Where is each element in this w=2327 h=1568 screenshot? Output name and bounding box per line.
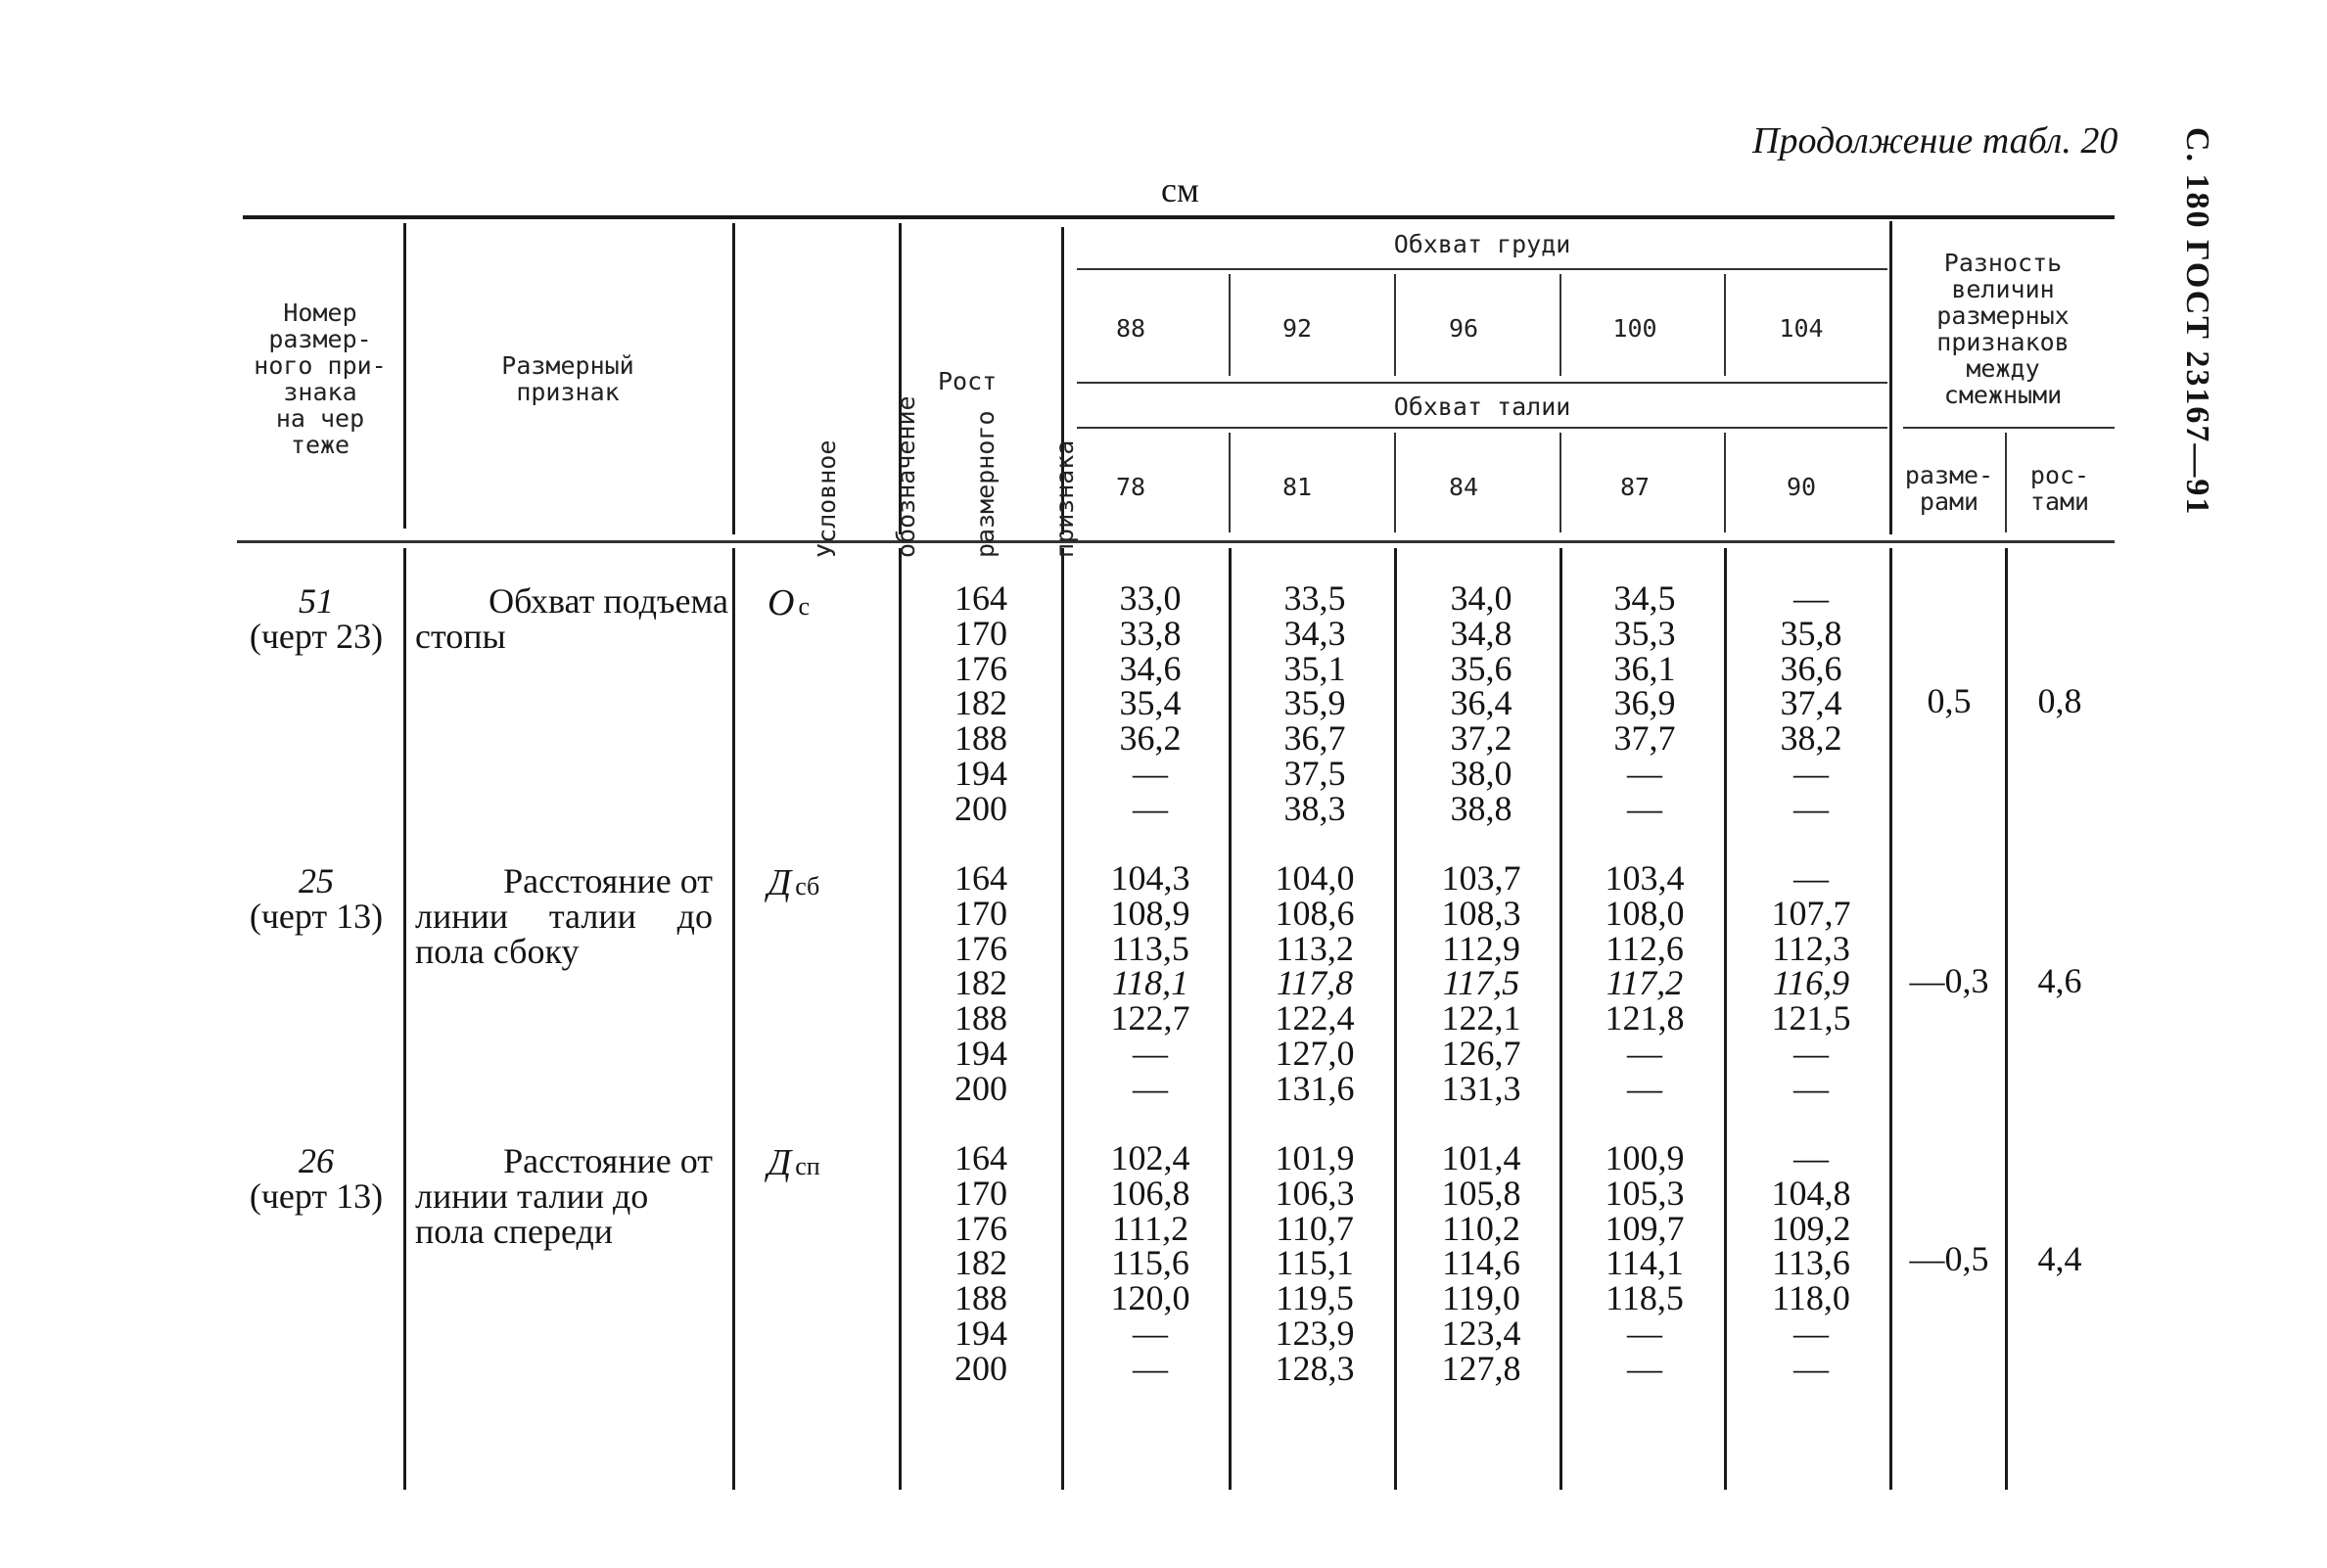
header-sub-divider-3 [1559,274,1561,376]
header-number: Номер размер- ного при- знака на чер теже [254,299,387,459]
body-divider-4 [1061,548,1064,1490]
waist-group-rule-top [1077,382,1887,384]
unit-label: см [1161,170,1199,209]
drawing-reference: (черт 23) [249,617,384,656]
waist-value: 87 [1619,473,1651,501]
values-chest-100: 100,9 105,3 109,7 114,1 118,5 — — [1605,1138,1685,1388]
height-values: 164 170 176 182 188 194 200 [954,858,1007,1108]
body-divider-8 [1724,548,1727,1490]
feature-symbol: Д сп [768,1142,820,1183]
chest-value: 88 [1115,314,1146,343]
feature-number: 51 [299,581,334,621]
table-caption: Продолжение табл. 20 [1752,120,2118,161]
header-diff-sizes: разме- рами [1904,461,1994,516]
values-chest-104: — 35,8 36,6 37,4 38,2 — — [1780,578,1842,828]
values-chest-92: 33,5 34,3 35,1 35,9 36,7 37,5 38,3 [1283,578,1346,828]
header-sub-divider-7 [1559,433,1561,532]
diff-between-heights: 4,4 [2037,1239,2082,1278]
header-divider-1 [403,223,406,529]
header-waist-group: Обхват талии [1393,392,1571,421]
body-divider-7 [1559,548,1562,1490]
waist-value: 90 [1786,473,1817,501]
values-chest-100: 103,4 108,0 112,6 117,2 121,8 — — [1605,858,1685,1108]
drawing-reference: (черт 13) [249,1176,384,1216]
header-chest-group: Обхват груди [1393,230,1571,258]
waist-value: 84 [1448,473,1479,501]
header-sub-divider-2 [1394,274,1396,376]
header-sub-divider-5 [1229,433,1231,532]
header-divider-5 [1889,221,1892,534]
header-sub-divider-1 [1229,274,1231,376]
header-sub-divider-8 [1724,433,1726,532]
header-sub-divider-6 [1394,433,1396,532]
header-divider-2 [732,223,735,534]
feature-name: Расстояние от линии талии до пола спереди [415,1141,713,1251]
height-values: 164 170 176 182 188 194 200 [954,578,1007,828]
body-divider-10 [2005,548,2008,1490]
body-divider-9 [1889,548,1892,1490]
chest-value: 96 [1448,314,1479,343]
waist-value: 78 [1115,473,1146,501]
header-sub-divider-9 [2005,433,2007,532]
header-feature: Размерный признак [501,351,634,406]
header-diff-group: Разность величин размерных признаков между смежными [1936,249,2070,409]
diff-between-sizes: —0,3 [1909,961,1989,1000]
values-chest-104: — 104,8 109,2 113,6 118,0 — — [1771,1138,1851,1388]
values-chest-100: 34,5 35,3 36,1 36,9 37,7 — — [1613,578,1676,828]
height-values: 164 170 176 182 188 194 200 [954,1138,1007,1388]
body-divider-5 [1229,548,1232,1490]
header-symbol: Условное обозначение размерного признака [813,395,1079,558]
table-top-rule [243,215,2115,219]
diff-group-rule [1903,427,2115,429]
waist-group-rule-bottom [1077,427,1887,429]
chest-value: 92 [1281,314,1313,343]
chest-value: 104 [1779,314,1824,343]
feature-name: Расстояние от линии талии до пола сбоку [415,861,713,971]
body-divider-1 [403,548,406,1490]
values-chest-96: 34,0 34,8 35,6 36,4 37,2 38,0 38,8 [1450,578,1513,828]
header-bottom-rule [237,540,2115,543]
values-chest-88: 102,4 106,8 111,2 115,6 120,0 — — [1110,1138,1190,1388]
waist-value: 81 [1281,473,1313,501]
feature-number: 25 [299,861,334,900]
values-chest-92: 104,0 108,6 113,2 117,8 122,4 127,0 131,6 [1275,858,1355,1108]
feature-name: Обхват подъема стопы [415,581,728,656]
feature-symbol: О с [768,582,810,623]
feature-symbol: Д сб [768,862,820,903]
header-diff-heights: рос- тами [2029,461,2090,516]
body-divider-6 [1394,548,1397,1490]
page-side-label: С. 180 ГОСТ 23167—91 [2179,127,2215,517]
feature-number: 26 [299,1141,334,1180]
body-divider-2 [732,548,735,1490]
values-chest-96: 101,4 105,8 110,2 114,6 119,0 123,4 127,8 [1441,1138,1521,1388]
drawing-reference: (черт 13) [249,897,384,936]
values-chest-92: 101,9 106,3 110,7 115,1 119,5 123,9 128,3 [1275,1138,1355,1388]
diff-between-sizes: 0,5 [1927,681,1972,720]
chest-value: 100 [1612,314,1657,343]
body-divider-3 [899,548,902,1490]
values-chest-96: 103,7 108,3 112,9 117,5 122,1 126,7 131,3 [1441,858,1521,1108]
header-height: Рост [938,367,998,395]
values-chest-88: 104,3 108,9 113,5 118,1 122,7 — — [1110,858,1190,1108]
diff-between-sizes: —0,5 [1909,1239,1989,1278]
diff-between-heights: 0,8 [2037,681,2082,720]
diff-between-heights: 4,6 [2037,961,2082,1000]
values-chest-88: 33,0 33,8 34,6 35,4 36,2 — — [1119,578,1182,828]
header-sub-divider-4 [1724,274,1726,376]
chest-group-rule [1077,268,1887,270]
values-chest-104: — 107,7 112,3 116,9 121,5 — — [1771,858,1851,1108]
